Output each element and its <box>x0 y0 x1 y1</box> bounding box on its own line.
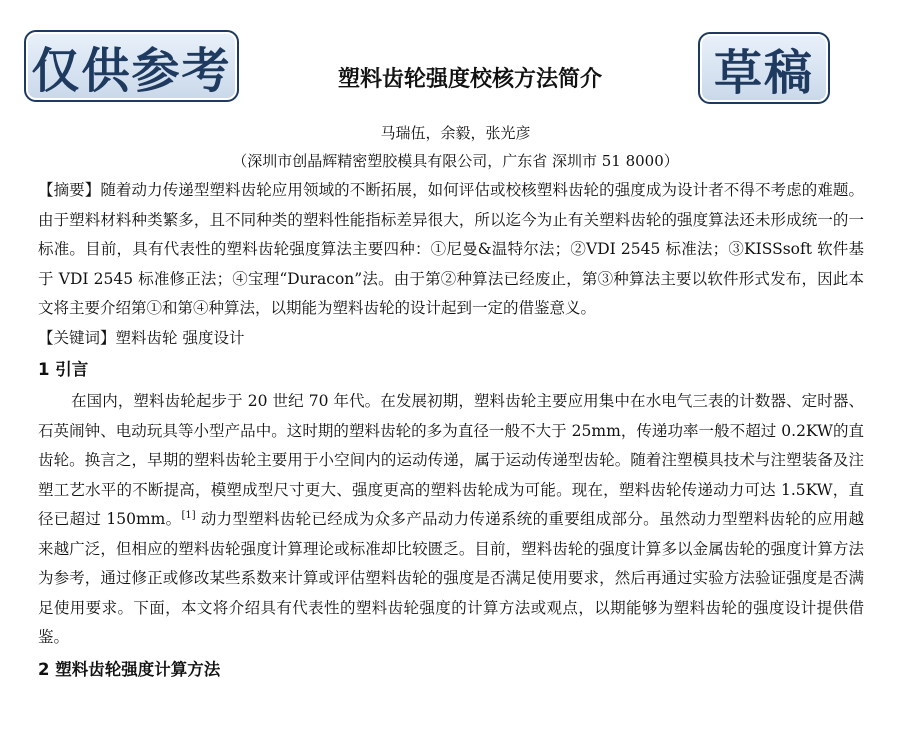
paper-authors: 马瑞伍，余毅，张光彦 <box>380 124 531 142</box>
section-heading-methods: 2 塑料齿轮强度计算方法 <box>38 659 221 679</box>
abstract-label: 【摘要】 <box>38 181 101 199</box>
paper-title: 塑料齿轮强度校核方法简介 <box>337 67 602 92</box>
draft-stamp: 草稿 <box>698 32 830 104</box>
abstract <box>38 176 864 324</box>
abstract-text: 随着动力传递型塑料齿轮应用领域的不断拓展，如何评估或校核塑料齿轮的强度成为设计者不得不考虑的难题。由于塑料材料种类繁多，且不同种类的塑料性能指标差异很大，所以迄今为止有关塑料齿轮的强度算法还未形成统一的一标准。目前，具有代表性的塑料齿轮强度算法主要四种：①尼曼&温特尔法；②VDI 2545 标准法；③KISSsoft 软件基于 VDI 2545 标准修正法；④宝理“Duracon”法。由于第②种算法已经废止，第③种算法主要以软件形式发布，因此本文将主要介绍第①和第④种算法，以期能为塑料齿轮的设计起到一定的借鉴意义。 <box>38 181 864 317</box>
reference-only-stamp: 仅供参考 <box>24 30 239 102</box>
intro-text-part-1: 在国内，塑料齿轮起步于 20 世纪 70 年代。在发展初期，塑料齿轮主要应用集中在水电气三表的计数器、定时器、石英闹钟、电动玩具等小型产品中。这时期的塑料齿轮的多为直径一般不大于 25mm，传递功率一般不超过 0.2KW的直齿轮。换言之，早期的塑料齿轮主要用于小空间内的运动传递，属于运动传递型齿轮。随着注塑模具技术与注塑装备及注塑工艺水平的不断提高，模塑成型尺寸更大、强度更高的塑料齿轮成为可能。现在，塑料齿轮传递动力可达 1.5KW，直径已超过 150mm。 <box>38 392 864 528</box>
keywords <box>38 324 864 354</box>
section-heading-introduction: 1 引言 <box>38 360 89 379</box>
citation-ref[interactable]: [1] <box>181 509 196 521</box>
keywords-text: 塑料齿轮 强度设计 <box>115 328 245 347</box>
introduction-paragraph <box>38 387 864 653</box>
intro-text-part-2: 动力型塑料齿轮已经成为众多产品动力传递系统的重要组成部分。虽然动力型塑料齿轮的应用越来越广泛，但相应的塑料齿轮强度计算理论或标准却比较匮乏。目前，塑料齿轮的强度计算多以金属齿轮的强度计算方法为参考，通过修正或修改某些系数来计算或评估塑料齿轮的强度是否满足使用要求，然后再通过实验方法验证强度是否满足使用要求。下面，本文将介绍具有代表性的塑料齿轮强度的计算方法或观点，以期能够为塑料齿轮的强度设计提供借鉴。 <box>38 510 864 646</box>
paper-affiliation: （深圳市创晶辉精密塑胶模具有限公司，广东省 深圳市 51 8000） <box>232 152 679 170</box>
keywords-label: 【关键词】 <box>38 328 116 347</box>
paper-body <box>38 176 864 687</box>
